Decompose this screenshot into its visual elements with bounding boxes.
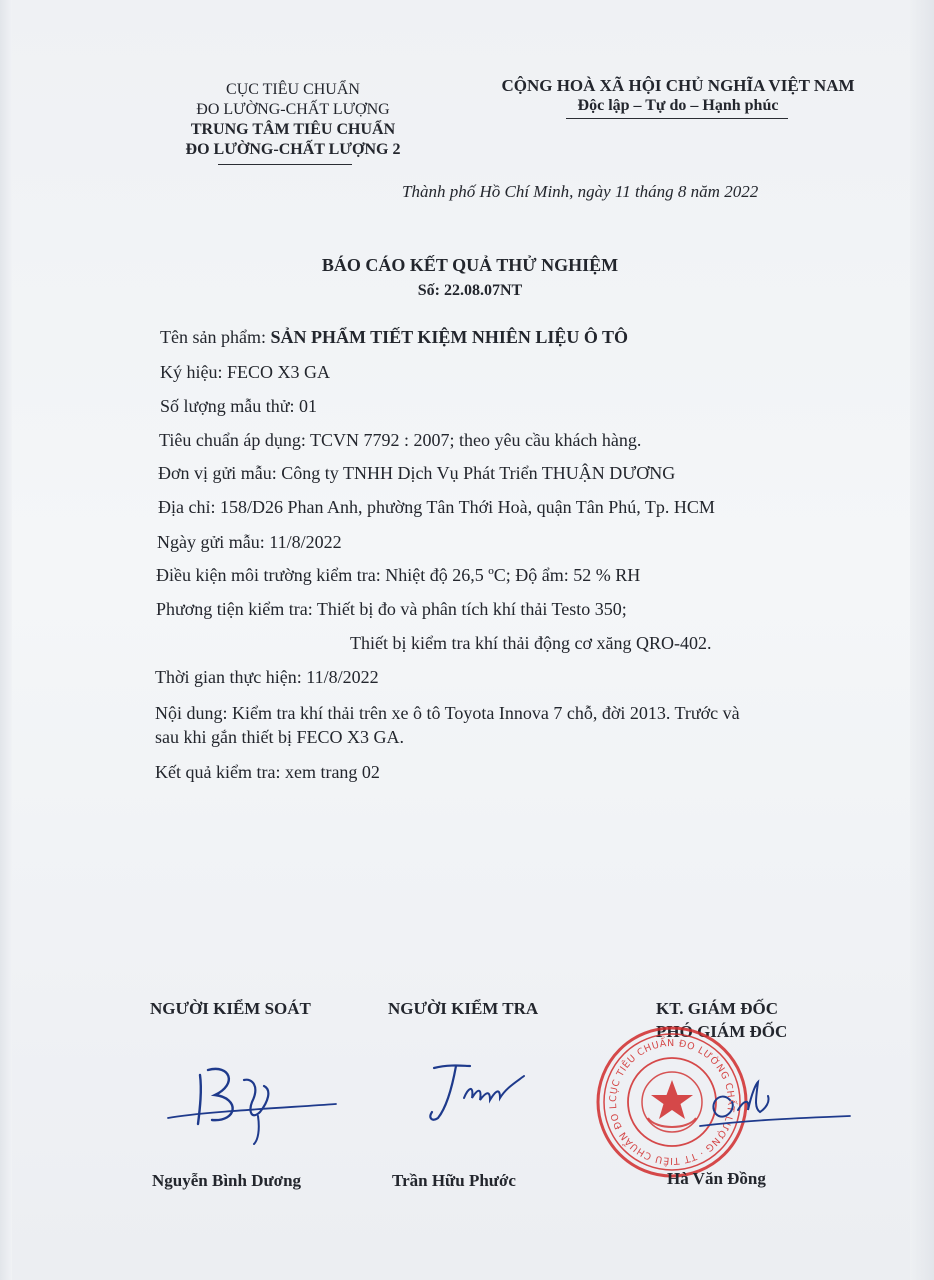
report-title: BÁO CÁO KẾT QUẢ THỬ NGHIỆM: [321, 255, 619, 275]
national-motto: Độc lập – Tự do – Hạnh phúc: [577, 97, 779, 114]
stamp-ring-text: CỤC TIÊU CHUẨN ĐO LƯỜNG CHẤT LƯỢNG · TT TIÊU CHUẨN ĐO LƯỜNG CHẤT LƯỢNG 2: [587, 1014, 737, 1167]
motto-underline: [566, 118, 788, 119]
standard-row: Tiêu chuẩn áp dụng: TCVN 7792 : 2007; theo yêu cầu khách hàng.: [159, 430, 642, 450]
sender-row: Đơn vị gửi mẫu: Công ty TNHH Dịch Vụ Phát Triển THUẬN DƯƠNG: [158, 463, 676, 483]
result-row: Kết quả kiểm tra: xem trang 02: [155, 762, 380, 782]
equipment-row-2: Thiết bị kiểm tra khí thải động cơ xăng QRO-402.: [350, 633, 712, 653]
controller-role: NGƯỜI KIỂM SOÁT: [150, 999, 311, 1018]
parent-org-line-1: CỤC TIÊU CHUẨN: [226, 81, 360, 98]
org-line-1: TRUNG TÂM TIÊU CHUẨN: [190, 121, 396, 138]
tester-role: NGƯỜI KIỂM TRA: [388, 999, 539, 1018]
tester-signature: [420, 1058, 550, 1128]
nation-name: CỘNG HOÀ XÃ HỘI CHỦ NGHĨA VIỆT NAM: [501, 76, 855, 95]
environment-row: Điều kiện môi trường kiểm tra: Nhiệt độ 26,5 ºC; Độ ẩm: 52 % RH: [156, 565, 641, 585]
director-name: Hà Văn Đồng: [667, 1169, 766, 1188]
national-header: [478, 76, 878, 116]
director-role-line-1: KT. GIÁM ĐỐC: [656, 999, 778, 1018]
director-role-line-2: PHÓ GIÁM ĐỐC: [656, 1022, 788, 1041]
address-row: Địa chỉ: 158/D26 Phan Anh, phường Tân Thới Hoà, quận Tân Phú, Tp. HCM: [158, 497, 715, 517]
content-row-1: Nội dung: Kiểm tra khí thải trên xe ô tô Toyota Innova 7 chỗ, đời 2013. Trước và: [155, 703, 740, 723]
org-line-2: ĐO LƯỜNG-CHẤT LƯỢNG 2: [185, 141, 401, 158]
parent-org-line-2: ĐO LƯỜNG-CHẤT LƯỢNG: [196, 101, 390, 118]
page-left-edge: [0, 0, 12, 1280]
director-signature: [690, 1070, 860, 1140]
product-name-label: Tên sản phẩm:: [160, 327, 271, 347]
stamp-star-icon: [651, 1080, 693, 1119]
tester-name: Trần Hữu Phước: [392, 1171, 516, 1190]
symbol-row: Ký hiệu: FECO X3 GA: [160, 362, 330, 382]
controller-name: Nguyễn Bình Dương: [152, 1171, 302, 1190]
page-right-edge: [910, 0, 934, 1280]
equipment-row-1: Phương tiện kiểm tra: Thiết bị đo và phân tích khí thải Testo 350;: [156, 599, 627, 619]
issuing-organization: [168, 80, 418, 160]
product-name-row: [160, 327, 628, 348]
product-name-value: SẢN PHẨM TIẾT KIỆM NHIÊN LIỆU Ô TÔ: [270, 327, 629, 347]
report-number: Số: 22.08.07NT: [417, 282, 523, 299]
place-and-date: Thành phố Hồ Chí Minh, ngày 11 tháng 8 năm 2022: [402, 182, 759, 201]
controller-signature: [160, 1050, 350, 1150]
content-row-2: sau khi gắn thiết bị FECO X3 GA.: [155, 727, 404, 747]
sample-count-row: Số lượng mẫu thử: 01: [160, 396, 318, 416]
org-underline: [218, 164, 352, 165]
test-date-row: Thời gian thực hiện: 11/8/2022: [155, 667, 379, 687]
send-date-row: Ngày gửi mẫu: 11/8/2022: [157, 532, 342, 552]
